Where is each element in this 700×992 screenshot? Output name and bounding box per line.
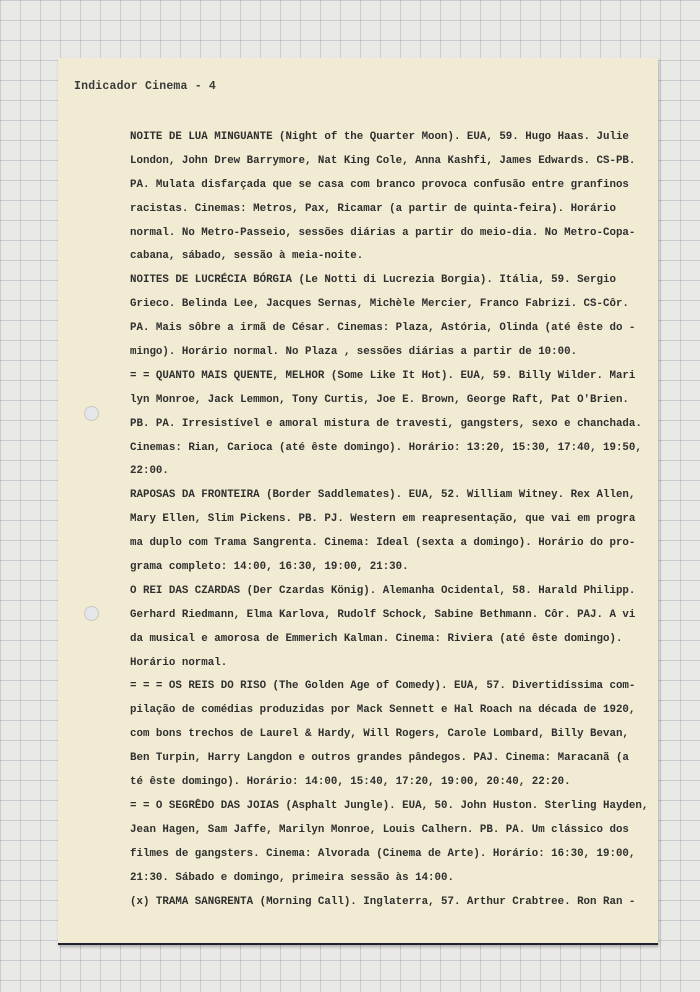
text-line: O REI DAS CZARDAS (Der Czardas König). Alemanha Ocidental, 58. Harald Philipp. <box>130 584 636 597</box>
text-line: racistas. Cinemas: Metros, Pax, Ricamar (a partir de quinta-feira). Horário <box>130 202 616 215</box>
text-line: normal. No Metro-Passeio, sessões diárias a partir do meio-dia. No Metro-Copa- <box>130 226 636 239</box>
punch-hole <box>84 406 99 421</box>
text-line: Gerhard Riedmann, Elma Karlova, Rudolf Schock, Sabine Bethmann. Côr. PAJ. A vi <box>130 608 636 621</box>
text-line: grama completo: 14:00, 16:30, 19:00, 21:30. <box>130 561 409 574</box>
text-line: = = QUANTO MAIS QUENTE, MELHOR (Some Like It Hot). EUA, 59. Billy Wilder. Mari <box>130 369 636 382</box>
text-line: Grieco. Belinda Lee, Jacques Sernas, Michèle Mercier, Franco Fabrizi. CS-Côr. <box>130 298 629 311</box>
text-line: cabana, sábado, sessão à meia-noite. <box>130 250 364 263</box>
text-line: NOITE DE LUA MINGUANTE (Night of the Quarter Moon). EUA, 59. Hugo Haas. Julie <box>130 131 629 143</box>
text-line: Jean Hagen, Sam Jaffe, Marilyn Monroe, Louis Calhern. PB. PA. Um clássico dos <box>130 823 629 836</box>
text-line: filmes de gangsters. Cinema: Alvorada (Cinema de Arte). Horário: 16:30, 19:00, <box>130 847 636 860</box>
text-line: PB. PA. Irresistível e amoral mistura de travesti, gangsters, sexo e chanchada. <box>130 417 642 430</box>
text-line: = = O SEGRÊDO DAS JOIAS (Asphalt Jungle). EUA, 50. John Huston. Sterling Hayden, <box>130 799 649 812</box>
text-line: = = = OS REIS DO RISO (The Golden Age of Comedy). EUA, 57. Divertidíssima com- <box>130 680 636 693</box>
text-line: 21:30. Sábado e domingo, primeira sessão às 14:00. <box>130 871 454 884</box>
text-line: Ben Turpin, Harry Langdon e outros grandes pândegos. PAJ. Cinema: Maracanã (a <box>130 752 629 765</box>
text-line: ma duplo com Trama Sangrenta. Cinema: Ideal (sexta a domingo). Horário do pro- <box>130 537 636 550</box>
text-line: London, John Drew Barrymore, Nat King Cole, Anna Kashfi, James Edwards. CS-PB. <box>130 154 636 167</box>
text-line: com bons trechos de Laurel & Hardy, Will Rogers, Carole Lombard, Billy Bevan, <box>130 728 629 741</box>
text-line: PA. Mulata disfarçada que se casa com branco provoca confusão entre granfinos <box>130 178 629 191</box>
page-header: Indicador Cinema - 4 <box>74 80 217 93</box>
text-line: (x) TRAMA SANGRENTA (Morning Call). Inglaterra, 57. Arthur Crabtree. Ron Ran - <box>130 895 636 908</box>
listings-text <box>130 126 649 914</box>
punch-hole <box>84 606 99 621</box>
text-line: da musical e amorosa de Emmerich Kalman. Cinema: Riviera (até êste domingo). <box>130 632 623 645</box>
text-line: lyn Monroe, Jack Lemmon, Tony Curtis, Joe E. Brown, George Raft, Pat O'Brien. <box>130 393 629 406</box>
text-line: NOITES DE LUCRÉCIA BÓRGIA (Le Notti di Lucrezia Borgia). Itália, 59. Sergio <box>130 274 616 287</box>
text-line: Mary Ellen, Slim Pickens. PB. PJ. Western em reapresentação, que vai em progra <box>130 513 636 526</box>
text-line: RAPOSAS DA FRONTEIRA (Border Saddlemates). EUA, 52. William Witney. Rex Allen, <box>130 489 636 502</box>
text-line: Cinemas: Rian, Carioca (até êste domingo). Horário: 13:20, 15:30, 17:40, 19:50, <box>130 441 642 454</box>
text-line: PA. Mais sôbre a irmã de César. Cinemas: Plaza, Astória, Olinda (até êste do - <box>130 322 636 335</box>
text-line: pilação de comédias produzidas por Mack Sennett e Hal Roach na década de 1920, <box>130 704 636 717</box>
text-line: Horário normal. <box>130 656 228 669</box>
text-line: mingo). Horário normal. No Plaza , sessões diárias a partir de 10:00. <box>130 346 578 359</box>
text-line: té êste domingo). Horário: 14:00, 15:40, 17:20, 19:00, 20:40, 22:20. <box>130 776 571 789</box>
text-line: 22:00. <box>130 465 169 478</box>
